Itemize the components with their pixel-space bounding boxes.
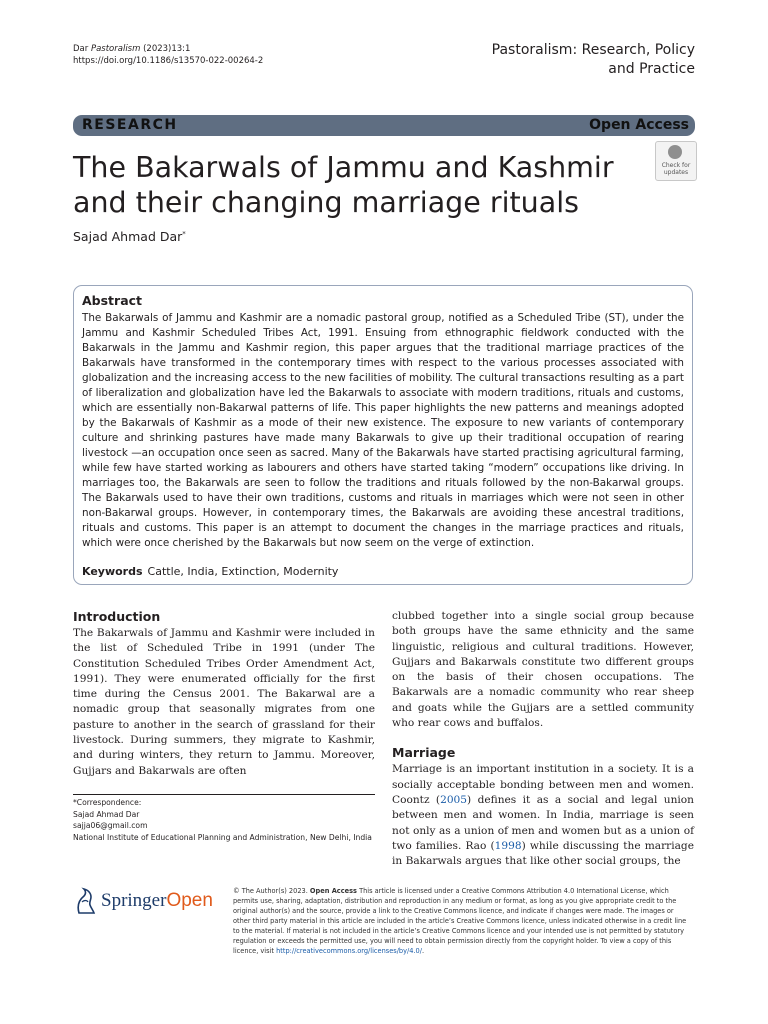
marriage-heading: Marriage [392,745,456,761]
correspondence-label: *Correspondence: [73,798,142,807]
continued-text: clubbed together into a single social group because both groups have the same ethnicity and the same linguistic, religious and cultural traditions. However, Gujjars and Bakarwals constitute two different groups on the basis of their chosen occupations. The Bakarwals are a nomadic community who rear sheep and goats while the Gujjars are a settled community who rear cows and buffalos. [392,610,694,730]
springer-open-logo[interactable] [73,884,223,924]
introduction-heading: Introduction [73,609,161,624]
marriage-text-c: ) while discussing the marriage in Bakarwals argues that like other social groups, the [392,839,694,868]
license-body: This article is licensed under a Creative Commons Attribution 4.0 International License, which permits use, sharing, adaptation, distribution and reproduction in any medium or format, as long as you give appropriate credit to the original author(s) and the source, provide a link to the Creative Commons licence, and indicate if changes were made. The images or other third party material in this article are included in the article’s Creative Commons licence, unless indicated otherwise in a credit line to the material. If material is not included in the article’s Creative Commons licence and your intended use is not permitted by statutory regulation or exceeds the permitted use, you will need to obtain permission directly from the copyright holder. To view a copy of this licence, visit [233,887,687,955]
footnote-divider [73,794,375,795]
reference-link-coontz[interactable]: 2005 [440,793,468,806]
article-title [73,150,633,220]
springer-open-wordmark [101,890,213,912]
springer-horse-icon [73,886,97,916]
open-access-label: Open Access [589,117,689,133]
check-circle-icon [668,145,682,159]
citation [73,43,263,67]
marriage-text-b: ) defines it as a social and legal union between men and women. In India, marriage is seen not only as a union of men and women but as a union of two families. Rao ( [392,793,694,852]
journal-name-line1: Pastoralism: Research, Policy [491,42,695,58]
license-text [233,886,693,956]
check-for-updates-button[interactable] [655,141,695,179]
article-type-bar [73,115,695,136]
doi-link[interactable]: https://doi.org/10.1186/s13570-022-00264-2 [73,56,264,66]
abstract-heading: Abstract [82,293,143,308]
correspondence-affiliation: National Institute of Educational Planning and Administration, New Delhi, India [73,832,372,842]
author-name[interactable]: Sajad Ahmad Dar [73,229,183,244]
license-end: . [421,947,425,955]
license-url-link[interactable]: http://creativecommons.org/licenses/by/4.0/ [276,947,422,955]
keywords-label: Keywords [82,565,143,578]
check-for-updates-label [656,162,696,176]
research-label: RESEARCH [82,117,178,133]
keywords-list: Cattle, India, Extinction, Modernity [147,565,339,578]
citation-journal: Pastoralism [90,44,141,54]
check-line2: updates [663,169,689,176]
author-correspondence-mark: * [182,229,186,238]
marriage-text [392,762,694,869]
check-for-updates-icon [655,141,697,181]
journal-name [492,41,695,79]
marriage-text-a: Marriage is an important institution in a society. It is a socially acceptable bonding between men and women. Coontz ( [392,763,694,806]
reference-link-rao[interactable]: 1998 [494,839,522,852]
citation-author: Dar [73,44,89,54]
title-line2: and their changing marriage rituals [73,186,579,219]
citation-year-volume: (2023)13:1 [143,44,191,54]
abstract-text: The Bakarwals of Jammu and Kashmir are a nomadic pastoral group, notified as a Scheduled Tribe (ST), under the Jammu and Kashmir Scheduled Tribes Act, 1991. Ensuing from ethnographic fieldwork conducted with the Bakarwals in the Jammu and Kashmir region, this paper argues that the traditional marriage practices of the Bakarwals have transformed in the contemporary times with respect to the various processes associated with globalization and the increasing access to the new facilities of mobility. The cultural transactions resulting as a part of liberalization and globalization have led the Bakarwals to associate with modern traditions, rituals and customs, which are essentially non-Bakarwal patterns of life. This paper highlights the new patterns and meanings adopted by the Bakarwals of Kashmir as a mode of their new existence. The exposure to new variants of contemporary culture and shrinking pastures have made many Bakarwals to give up their traditional occupation of rearing livestock —an occupation once seen as sacred. Many of the Bakarwals have started practising agricultural farming, while few have started working as labourers and others have started taking “modern” occupations like driving. In marriages too, the Bakarwals are seen to follow the traditions and rituals followed by the non-Bakarwal groups. The Bakarwals used to have their own traditions, customs and rituals in marriages which were not seen in other non-Bakarwal groups. However, in contemporary times, the Bakarwals are avoiding these ancestral traditions, rituals and customs. This paper is an attempt to document the changes in the marriage practices and rituals, which were once cherished by the Bakarwals but now seem on the verge of extinction. [82,312,684,549]
keywords [82,565,338,578]
right-column [392,609,694,869]
abstract-box [73,285,693,585]
title-line1: The Bakarwals of Jammu and Kashmir [73,151,614,184]
license-open-access: Open Access [309,887,357,895]
introduction-text: The Bakarwals of Jammu and Kashmir were included in the list of Scheduled Tribe in 1991 (under The Constitution Scheduled Tribes Order Amendment Act, 1991). They were enumerated officially for the first time during the Census 2001. The Bakarwal are a nomadic group that seasonally migrates from one pasture to another in the search of grassland for their livestock. During summers, they migrate to Kashmir, and during winters, they return to Jammu. Moreover, Gujjars and Bakarwals are often [73,627,375,777]
check-line1: Check for [661,162,691,169]
brand-open: Open [166,890,213,911]
correspondence-name: Sajad Ahmad Dar [73,809,140,819]
author-line [73,229,186,244]
correspondence-email[interactable]: sajja06@gmail.com [73,821,148,830]
brand-springer: Springer [101,890,167,911]
citation-line [73,43,263,55]
left-column [73,609,375,779]
correspondence-note [73,797,373,843]
journal-name-line2: and Practice [608,61,695,77]
license-prefix: © The Author(s) 2023. [233,887,308,895]
